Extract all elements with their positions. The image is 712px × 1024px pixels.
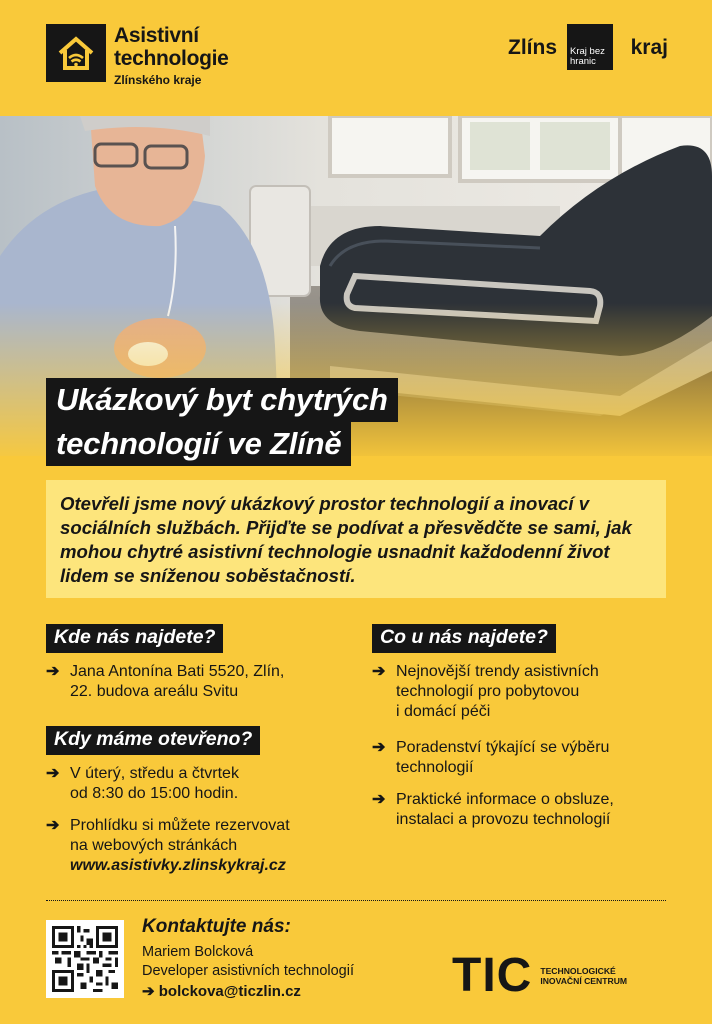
offer2-line2: technologií — [396, 759, 474, 776]
contact-email-text[interactable]: bolckova@ticzlin.cz — [158, 983, 301, 1000]
when-hours — [46, 764, 346, 804]
region-box: Kraj bez hranic — [567, 24, 613, 70]
house-wifi-icon — [46, 24, 106, 82]
arrow-right-icon: ➔ — [46, 663, 60, 680]
when-booking — [46, 816, 356, 876]
where-label: Kde nás najdete? — [46, 624, 223, 653]
tic-sub-line2: INOVAČNÍ CENTRUM — [540, 976, 628, 986]
arrow-right-icon: ➔ — [46, 817, 60, 834]
tic-wordmark: TIC — [452, 949, 533, 1002]
arrow-right-icon: ➔ — [46, 765, 60, 782]
headline-line1: Ukázkový byt chytrých — [46, 378, 398, 422]
address-line2: 22. budova areálu Svitu — [70, 683, 239, 700]
contact-title: Kontaktujte nás: — [142, 916, 291, 937]
offer1-line2: technologií pro pobytovou — [396, 683, 580, 700]
logo-title-line1: Asistivní — [114, 24, 199, 47]
offer1-line1: Nejnovější trendy asistivních — [396, 663, 599, 680]
booking-url-link[interactable]: www.asistivky.zlinskykraj.cz — [70, 857, 286, 874]
intro-text: Otevřeli jsme nový ukázkový prostor technologií a inovací v sociálních službách. Přijďte se podívat a přesvědčte se sami, jak mohou chytré asistivní technologie usnadnit každodenní život lidem se sníženou soběstačností. — [46, 480, 666, 598]
where-address — [46, 662, 346, 702]
region-word-right: kraj — [630, 36, 668, 59]
tic-sub-line1: TECHNOLOGICKÉ — [540, 966, 616, 976]
region-word-left: Zlíns — [508, 36, 558, 59]
arrow-right-icon: ➔ — [372, 663, 386, 680]
when-label: Kdy máme otevřeno? — [46, 726, 260, 755]
tic-logo — [452, 949, 628, 1002]
booking-line2: na webových stránkách — [70, 837, 238, 854]
tic-subtitle — [540, 966, 627, 986]
asistivni-technologie-logo — [46, 24, 229, 86]
arrow-right-icon: ➔ — [142, 983, 155, 1000]
arrow-right-icon: ➔ — [372, 739, 386, 756]
offer-item-info — [372, 790, 672, 830]
offer2-line1: Poradenství týkající se výběru — [396, 739, 610, 756]
hours-line1: V úterý, středu a čtvrtek — [70, 765, 239, 782]
address-line1: Jana Antonína Bati 5520, Zlín, — [70, 663, 285, 680]
qr-code-icon[interactable] — [46, 920, 124, 998]
booking-line1: Prohlídku si můžete rezervovat — [70, 817, 290, 834]
offer3-line2: instalaci a provozu technologií — [396, 811, 611, 828]
offer-label: Co u nás najdete? — [372, 624, 556, 653]
offer1-line3: i domácí péči — [396, 703, 491, 720]
logo-subtitle: Zlínského kraje — [114, 73, 202, 87]
headline-line2: technologií ve Zlíně — [46, 422, 351, 466]
offer-item-trends — [372, 662, 672, 722]
hours-line2: od 8:30 do 15:00 hodin. — [70, 785, 239, 802]
dotted-divider — [46, 900, 666, 901]
contact-name: Mariem Bolcková — [142, 944, 254, 960]
logo-title-line2: technologie — [114, 47, 229, 70]
headline — [46, 378, 398, 466]
arrow-right-icon: ➔ — [372, 791, 386, 808]
offer-item-advice — [372, 738, 672, 778]
contact-block — [142, 916, 354, 1003]
contact-role: Developer asistivních technologií — [142, 963, 354, 979]
offer3-line1: Praktické informace o obsluze, — [396, 791, 614, 808]
zlinsky-kraj-logo — [508, 24, 668, 74]
contact-email-link[interactable] — [142, 981, 354, 1003]
